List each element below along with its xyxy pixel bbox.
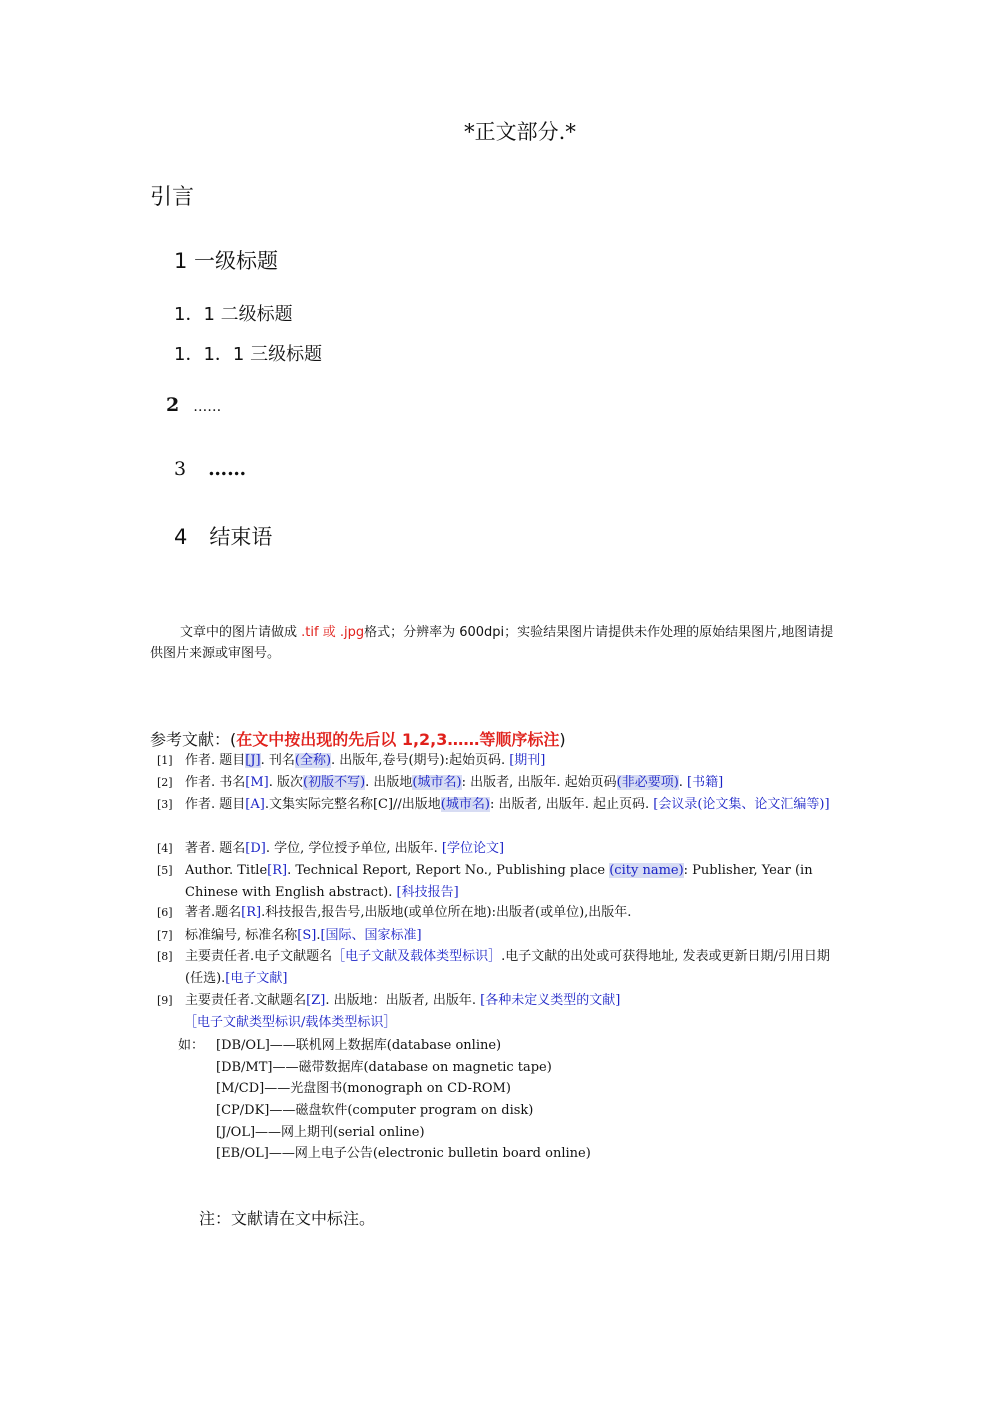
reference-fragment: 标准编号, 标准名称 bbox=[185, 928, 298, 943]
image-note-tif: .tif 或 bbox=[301, 625, 336, 640]
reference-item bbox=[157, 925, 847, 947]
reference-marker: [R] bbox=[241, 905, 262, 920]
reference-fragment: : 出版者, 出版年. 起始页码 bbox=[461, 775, 617, 790]
references-close: ) bbox=[559, 730, 566, 749]
reference-fragment: . 出版地 bbox=[365, 775, 413, 790]
reference-number: [8] bbox=[157, 950, 173, 963]
reference-item bbox=[157, 838, 847, 860]
reference-number: [5] bbox=[157, 864, 173, 877]
intro-heading: 引言 bbox=[150, 185, 195, 210]
reference-marker: [A] bbox=[245, 797, 265, 812]
reference-fragment: 著者. 题名 bbox=[185, 841, 246, 856]
reference-item bbox=[157, 902, 847, 924]
reference-fragment: 主要责任者.电子文献题名 bbox=[185, 949, 333, 964]
reference-fragment: : 出版者, 出版年. 起止页码. bbox=[489, 797, 654, 812]
image-format-note bbox=[150, 622, 844, 664]
db-type-item: [EB/OL]——网上电子公告(electronic bulletin board online) bbox=[216, 1146, 591, 1161]
reference-item bbox=[157, 990, 847, 1012]
reference-text bbox=[185, 902, 847, 924]
reference-marker: [学位论文] bbox=[441, 841, 505, 856]
reference-marker: (city name) bbox=[609, 863, 684, 878]
image-note-part2: 格式；分辨率为 600dpi；实验结果图片请提供未作处理的原始结果图片,地图请提供图片来源或审图号。 bbox=[150, 625, 834, 661]
section-3 bbox=[174, 458, 246, 480]
reference-marker: [R] bbox=[267, 863, 288, 878]
reference-marker: [M] bbox=[245, 775, 269, 790]
reference-number: [9] bbox=[157, 994, 173, 1007]
reference-item bbox=[157, 794, 847, 816]
reference-fragment: 作者. 题目 bbox=[185, 753, 246, 768]
reference-marker: [各种未定义类型的文献] bbox=[480, 993, 621, 1008]
reference-fragment: .电子文献的出处或可获得地址, 发表或更新日期/引用日期(任选). bbox=[185, 949, 830, 986]
reference-fragment: . 出版地：出版者, 出版年. bbox=[325, 993, 481, 1008]
reference-number: [1] bbox=[157, 754, 173, 767]
reference-marker: [期刊] bbox=[509, 753, 546, 768]
reference-marker: [Z] bbox=[306, 993, 326, 1008]
footnote: 注：文献请在文中标注。 bbox=[199, 1209, 376, 1228]
reference-item bbox=[157, 860, 847, 903]
reference-marker: [D] bbox=[245, 841, 266, 856]
reference-number: [2] bbox=[157, 776, 173, 789]
reference-item bbox=[157, 946, 847, 989]
reference-fragment: . 学位, 学位授予单位, 出版年. bbox=[265, 841, 442, 856]
heading-level-3: 1．1．1 三级标题 bbox=[174, 344, 323, 365]
reference-fragment: : Publisher, Year (in Chinese with English abstract). bbox=[185, 863, 813, 900]
reference-text bbox=[185, 794, 847, 816]
reference-marker: [S] bbox=[297, 928, 317, 943]
reference-fragment: 主要责任者.文献题名 bbox=[185, 993, 307, 1008]
reference-fragment: 著者.题名 bbox=[185, 905, 242, 920]
reference-fragment: .文集实际完整名称[C]//出版地 bbox=[264, 797, 441, 812]
reference-marker: [J] bbox=[245, 753, 261, 768]
reference-marker: [科技报告] bbox=[396, 884, 459, 900]
reference-fragment: . Technical Report, Report No., Publishing place bbox=[287, 863, 610, 878]
heading-level-1: 1 一级标题 bbox=[174, 249, 279, 273]
reference-item bbox=[157, 750, 847, 772]
section-2 bbox=[166, 394, 221, 416]
reference-fragment: . bbox=[678, 775, 688, 790]
db-type-item: [J/OL]——网上期刊(serial online) bbox=[216, 1125, 425, 1140]
references-heading bbox=[150, 727, 566, 750]
section-2-ellipsis: …… bbox=[193, 399, 222, 415]
reference-fragment: . 刊名 bbox=[260, 753, 295, 768]
reference-marker: (非必要项) bbox=[616, 775, 679, 790]
reference-marker: [电子文献] bbox=[225, 970, 288, 986]
references-instruction: 在文中按出现的先后以 1,2,3……等顺序标注 bbox=[236, 730, 560, 749]
section-3-ellipsis: …… bbox=[208, 458, 247, 480]
reference-fragment: 作者. 题目 bbox=[185, 797, 246, 812]
heading-level-2: 1．1 二级标题 bbox=[174, 304, 293, 325]
reference-marker: ［电子文献及载体类型标识］ bbox=[332, 949, 502, 964]
example-prefix: 如： bbox=[178, 1038, 205, 1053]
image-note-part1: 文章中的图片请做成 bbox=[180, 625, 298, 640]
section-3-number: 3 bbox=[174, 458, 187, 480]
db-type-item: [DB/OL]——联机网上数据库(database online) bbox=[216, 1038, 502, 1053]
reference-item bbox=[157, 772, 847, 794]
reference-text bbox=[185, 925, 847, 947]
reference-fragment: Author. Title bbox=[185, 863, 268, 878]
reference-marker: [书籍] bbox=[687, 775, 724, 790]
reference-marker: [国际、国家标准] bbox=[320, 928, 422, 943]
reference-number: [6] bbox=[157, 906, 173, 919]
reference-marker: (初版不写) bbox=[303, 775, 366, 790]
reference-fragment: . 版次 bbox=[268, 775, 303, 790]
reference-number: [7] bbox=[157, 929, 173, 942]
db-type-item: [DB/MT]——磁带数据库(database on magnetic tape) bbox=[216, 1060, 552, 1075]
section-4-number: 4 bbox=[174, 525, 188, 549]
reference-marker: (全称) bbox=[294, 753, 332, 768]
section-4-title: 结束语 bbox=[209, 525, 273, 549]
section-2-number: 2 bbox=[166, 394, 180, 416]
reference-text bbox=[185, 946, 847, 989]
db-type-item: [CP/DK]——磁盘软件(computer program on disk) bbox=[216, 1103, 534, 1118]
reference-text bbox=[185, 860, 847, 903]
reference-fragment: .科技报告,报告号,出版地(或单位所在地):出版者(或单位),出版年. bbox=[261, 905, 632, 920]
reference-text bbox=[185, 838, 847, 860]
reference-text bbox=[185, 772, 847, 794]
reference-fragment: . 出版年,卷号(期号):起始页码. bbox=[331, 753, 510, 768]
type-label: ［电子文献类型标识/载体类型标识］ bbox=[184, 1015, 397, 1030]
section-4 bbox=[174, 521, 272, 551]
reference-marker: (城市名) bbox=[412, 775, 462, 790]
reference-marker: [会议录(论文集、论文汇编等)] bbox=[653, 797, 830, 812]
page-title: *正文部分.* bbox=[464, 120, 576, 144]
reference-fragment: . bbox=[316, 928, 321, 943]
image-note-jpg: .jpg bbox=[339, 625, 365, 640]
reference-text bbox=[185, 990, 847, 1012]
reference-text bbox=[185, 750, 847, 772]
reference-number: [4] bbox=[157, 842, 173, 855]
reference-number: [3] bbox=[157, 798, 173, 811]
references-label: 参考文献：( bbox=[150, 730, 237, 749]
reference-marker: (城市名) bbox=[440, 797, 490, 812]
db-type-item: [M/CD]——光盘图书(monograph on CD-ROM) bbox=[216, 1081, 511, 1096]
reference-fragment: 作者. 书名 bbox=[185, 775, 246, 790]
